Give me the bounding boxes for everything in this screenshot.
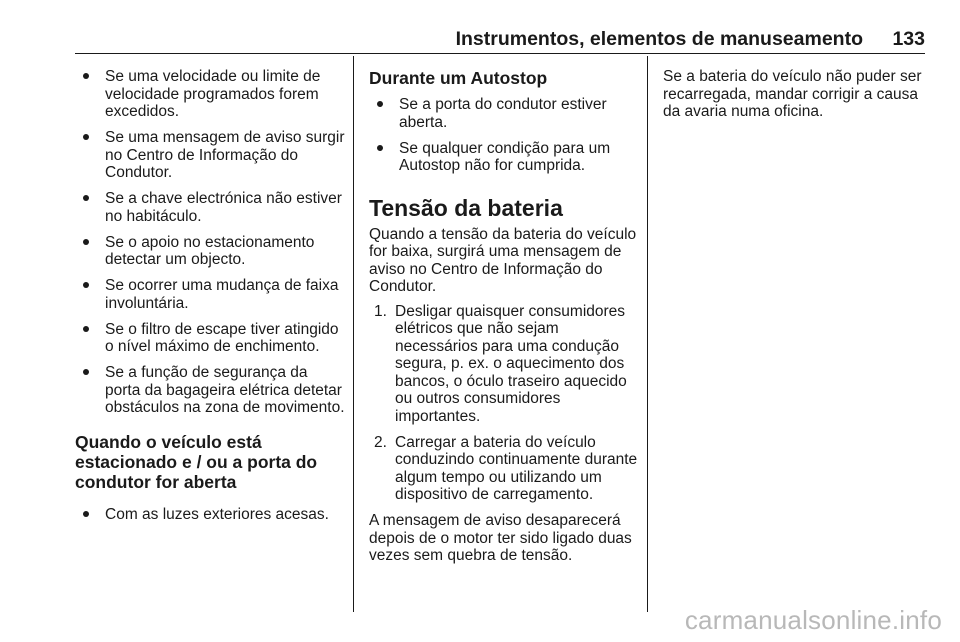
header-rule: [75, 53, 925, 54]
bullet-icon: [83, 282, 89, 288]
section-title-battery: Tensão da bateria: [369, 194, 563, 221]
list-item: [75, 68, 345, 121]
list-item-text: Se a função de segurança da porta da bagageira elétrica detetar obstáculos na zona de movimento.: [105, 364, 345, 416]
list-item: [75, 129, 345, 182]
bullet-icon: [377, 145, 383, 151]
list-item: [75, 506, 345, 524]
list-item-text: Se o apoio no estacionamento detectar um objecto.: [105, 233, 315, 268]
column-1: [75, 68, 345, 532]
list-item: [75, 364, 345, 417]
battery-intro-paragraph: Quando a tensão da bateria do veículo for baixa, surgirá uma mensagem de aviso no Centro de Informação do Condutor.: [369, 225, 637, 295]
column-3: [663, 68, 933, 121]
bullet-icon: [83, 511, 89, 517]
chapter-title: Instrumentos, elementos de manuseamento: [455, 28, 863, 50]
bullet-list: [75, 68, 345, 417]
bullet-icon: [83, 239, 89, 245]
column-divider-1: [353, 56, 354, 612]
list-item: [75, 190, 345, 225]
bullet-icon: [83, 73, 89, 79]
battery-outro-paragraph: A mensagem de aviso desaparecerá depois de o motor ter sido ligado duas vezes sem quebra de tensão.: [369, 512, 632, 564]
list-item: [369, 96, 641, 131]
subheading-parked: Quando o veículo está estacionado e / ou a porta do condutor for aberta: [75, 431, 318, 492]
watermark-text[interactable]: carmanualsonline.info: [684, 605, 942, 635]
bullet-icon: [83, 195, 89, 201]
step-text: Desligar quaisquer consumidores elétricos que não sejam necessários para uma condução segura, p. ex. o aquecimento dos bancos, o óculo traseiro aquecido ou outros consumidores importantes.: [395, 302, 627, 425]
list-item-text: Com as luzes exteriores acesas.: [105, 505, 329, 523]
list-item: [75, 234, 345, 269]
bullet-icon: [83, 326, 89, 332]
bullet-icon: [377, 101, 383, 107]
numbered-steps: [369, 303, 641, 504]
list-item: [369, 140, 641, 175]
bullet-list-autostop: [369, 96, 641, 175]
list-item-text: Se a porta do condutor estiver aberta.: [399, 96, 607, 131]
bullet-list-parked: [75, 506, 345, 524]
subheading-autostop: Durante um Autostop: [369, 68, 548, 88]
list-item-text: Se uma mensagem de aviso surgir no Centro de Informação do Condutor.: [105, 129, 345, 181]
step-item: [369, 434, 641, 504]
column-divider-2: [647, 56, 648, 612]
recharge-paragraph: Se a bateria do veículo não puder ser recarregada, mandar corrigir a causa da avaria numa oficina.: [663, 68, 922, 120]
list-item: [75, 321, 345, 356]
list-item-text: Se qualquer condição para um Autostop não for cumprida.: [399, 139, 611, 174]
column-2: [369, 68, 641, 565]
step-text: Carregar a bateria do veículo conduzindo continuamente durante algum tempo ou utilizando um dispositivo de carregamento.: [395, 433, 638, 503]
list-item: [75, 277, 345, 312]
list-item-text: Se uma velocidade ou limite de velocidade programados forem excedidos.: [105, 68, 321, 120]
step-item: [369, 303, 641, 426]
page-number: 133: [892, 28, 925, 50]
page-header: [75, 28, 925, 52]
list-item-text: Se ocorrer uma mudança de faixa involuntária.: [105, 277, 339, 312]
step-number: 2.: [374, 433, 387, 451]
bullet-icon: [83, 369, 89, 375]
bullet-icon: [83, 134, 89, 140]
list-item-text: Se a chave electrónica não estiver no habitáculo.: [105, 190, 342, 225]
step-number: 1.: [374, 302, 387, 320]
list-item-text: Se o filtro de escape tiver atingido o nível máximo de enchimento.: [105, 320, 339, 355]
